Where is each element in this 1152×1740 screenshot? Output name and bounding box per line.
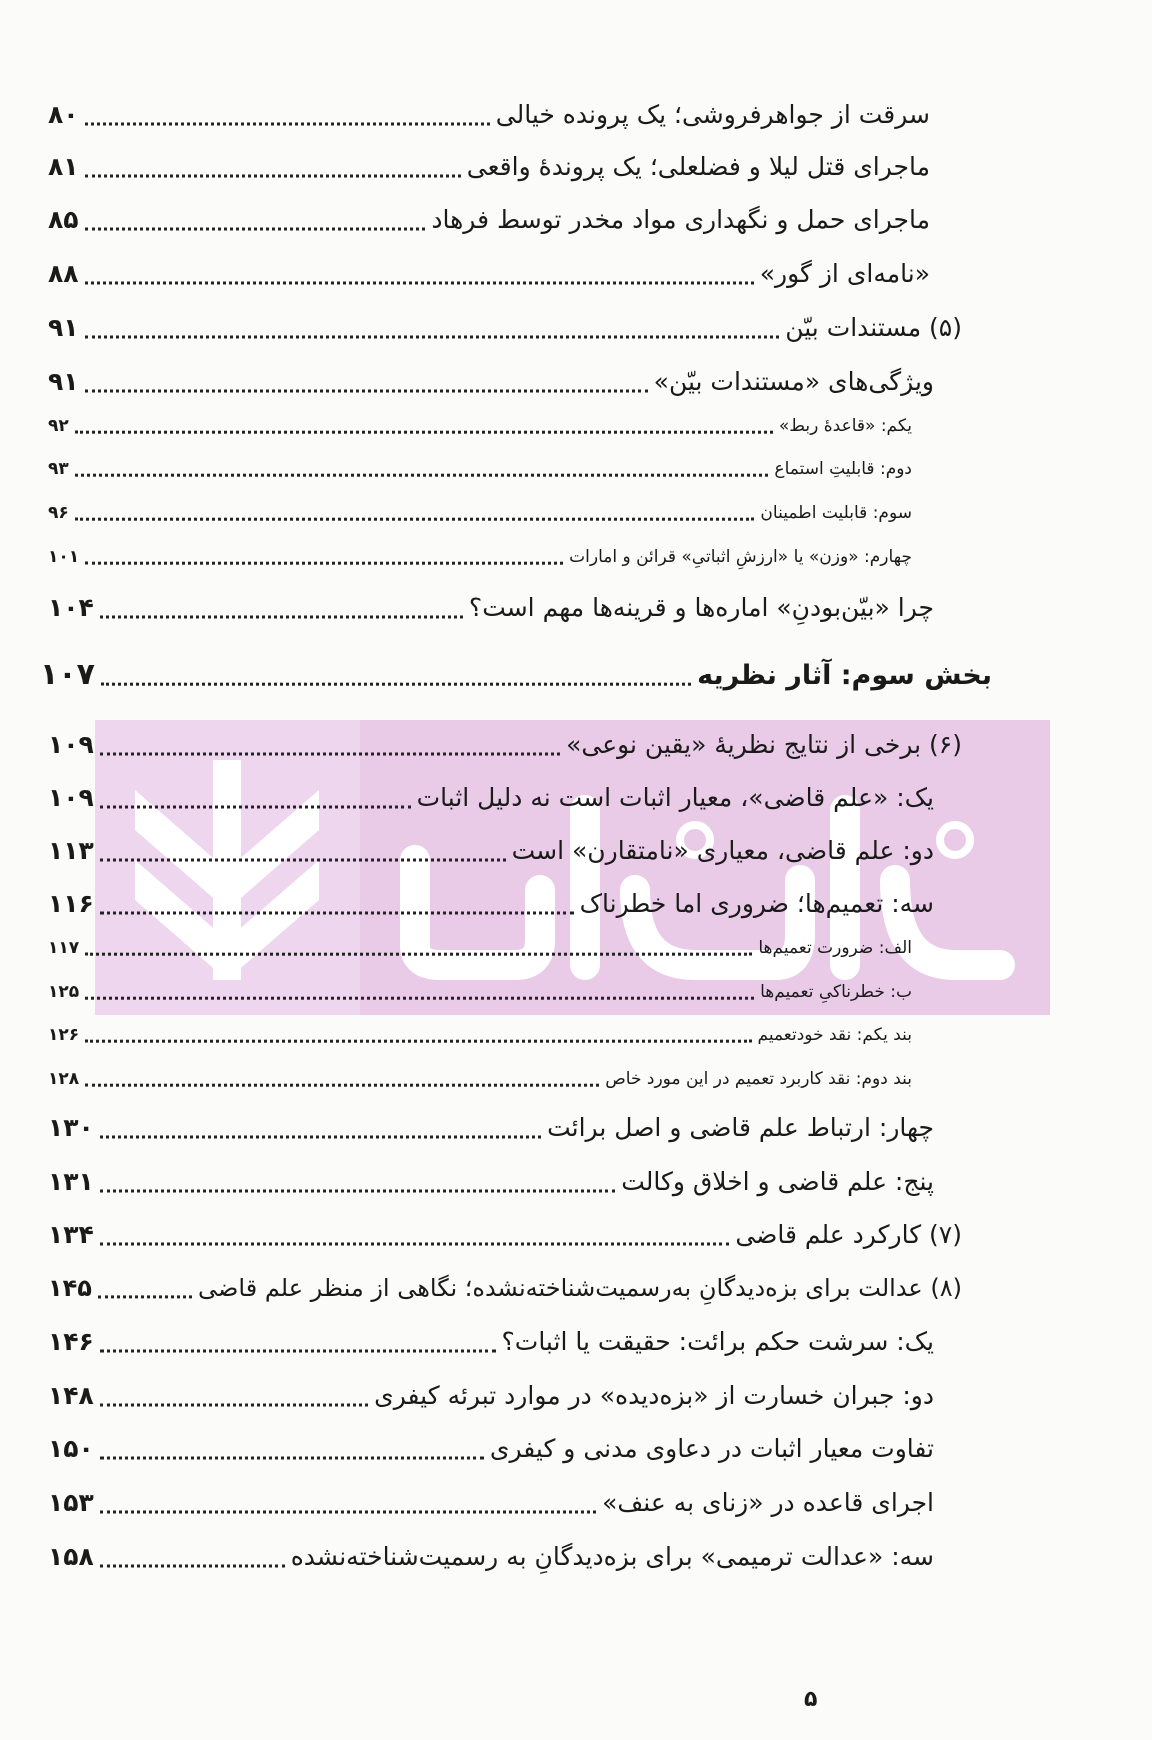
- toc-entry-page: ۱۳۱: [48, 1167, 94, 1196]
- dot-leader: [85, 161, 461, 178]
- toc-entry-title: (۸) عدالت برای بزه‌دیدگانِ به‌رسمیت‌شناخته‌نشده؛ نگاهی از منظر علم قاضی: [198, 1274, 962, 1302]
- dot-leader: [101, 668, 691, 686]
- toc-entry-title: ماجرای قتل لیلا و فضلعلی؛ یک پروندهٔ واقعی: [466, 152, 930, 181]
- toc-entry-title: (۷) کارکرد علم قاضی: [735, 1220, 962, 1249]
- toc-entry-page: ۱۱۷: [48, 938, 80, 958]
- dot-leader: [85, 988, 754, 1000]
- toc-entry-page: ۱۳۴: [48, 1220, 94, 1249]
- toc-entry-page: ۱۴۵: [48, 1274, 92, 1302]
- dot-leader: [100, 1551, 285, 1568]
- toc-entry-title: یکم: «قاعدهٔ ربط»: [778, 416, 912, 436]
- section-heading-page: ۱۰۷: [40, 657, 95, 692]
- toc-entry-page: ۸۰: [48, 100, 79, 129]
- dot-leader: [75, 422, 773, 434]
- toc-entry: [48, 836, 934, 865]
- toc-entry-title: یک: سرشت حکم برائت: حقیقت یا اثبات؟: [501, 1327, 934, 1356]
- toc-entry: [48, 1327, 934, 1356]
- toc-entry: [48, 259, 930, 288]
- toc-entry: [48, 1381, 934, 1410]
- dot-leader: [100, 898, 574, 915]
- toc-entry: [48, 152, 930, 181]
- toc-entry: [48, 1220, 962, 1249]
- toc-entry-title: دو: جبران خسارت از «بزه‌دیده» در موارد تبرئه کیفری: [374, 1381, 934, 1410]
- toc-entry: [48, 547, 912, 567]
- toc-entry-page: ۱۴۸: [48, 1381, 94, 1410]
- dot-leader: [100, 602, 463, 619]
- dot-leader: [75, 465, 769, 477]
- toc-entry: [48, 1025, 912, 1045]
- toc-entry: [48, 783, 934, 812]
- toc-entry-title: یک: «علم قاضی»، معیار اثبات است نه دلیل اثبات: [416, 783, 934, 812]
- toc-entry-page: ۱۲۵: [48, 982, 80, 1002]
- toc-entry-title: چهارم: «وزن» یا «ارزشِ اثباتیِ» قرائن و امارات: [569, 547, 912, 567]
- toc-entry-page: ۱۰۴: [48, 593, 94, 622]
- toc-entry-title: ماجرای حمل و نگهداری مواد مخدر توسط فرهاد: [431, 205, 930, 234]
- toc-entry-title: «نامه‌ای از گور»: [759, 259, 930, 288]
- toc-entry-page: ۱۲۶: [48, 1025, 80, 1045]
- toc-entry: [48, 367, 934, 396]
- dot-leader: [85, 322, 780, 339]
- toc-entry-title: اجرای قاعده در «زنای به عنف»: [602, 1488, 934, 1517]
- toc-entry-title: تفاوت معیار اثبات در دعاوی مدنی و کیفری: [489, 1434, 934, 1463]
- toc-entry-title: بند دوم: نقد کاربرد تعمیم در این مورد خاص: [605, 1069, 912, 1089]
- toc-entry-title: دوم: قابلیتِ استماع: [774, 459, 912, 479]
- toc-entry-title: ب: خطرناکیِ تعمیم‌ها: [760, 982, 912, 1002]
- dot-leader: [85, 268, 754, 285]
- dot-leader: [100, 1336, 496, 1353]
- section-heading: [40, 657, 992, 692]
- toc-entry: [48, 593, 934, 622]
- toc-entry-page: ۸۵: [48, 205, 79, 234]
- dot-leader: [100, 1497, 596, 1514]
- toc-entry-page: ۹۱: [48, 313, 79, 342]
- dot-leader: [85, 376, 648, 393]
- toc-entry-page: ۹۱: [48, 367, 79, 396]
- dot-leader: [100, 739, 560, 756]
- dot-leader: [85, 214, 426, 231]
- toc-entry-page: ۱۵۰: [48, 1434, 94, 1463]
- toc-entry-page: ۸۱: [48, 152, 79, 181]
- toc-entry-page: ۱۱۳: [48, 836, 94, 865]
- toc-entry-title: سه: «عدالت ترمیمی» برای بزه‌دیدگانِ به رسمیت‌شناخته‌نشده: [290, 1542, 934, 1571]
- dot-leader: [85, 1075, 599, 1087]
- dot-leader: [100, 1443, 484, 1460]
- toc-entry: [48, 1274, 962, 1302]
- section-heading-title: بخش سوم: آثار نظریه: [697, 660, 992, 691]
- toc-entry-title: بند یکم: نقد خودتعمیم: [757, 1025, 912, 1045]
- toc-entry-title: الف: ضرورت تعمیم‌ها: [758, 938, 912, 958]
- dot-leader: [98, 1282, 192, 1298]
- toc-entry: [48, 416, 912, 436]
- dot-leader: [100, 1390, 368, 1407]
- toc-entry-title: دو: علم قاضی، معیاری «نامتقارن» است: [511, 836, 934, 865]
- toc-entry: [48, 938, 912, 958]
- toc-entry: [48, 889, 934, 918]
- toc-entry: [48, 1113, 934, 1142]
- toc-entry-title: چرا «بیّن‌بودنِ» اماره‌ها و قرینه‌ها مهم است؟: [468, 593, 934, 622]
- toc-entry-page: ۸۸: [48, 259, 79, 288]
- toc-entry-page: ۹۳: [48, 459, 69, 479]
- dot-leader: [100, 1176, 615, 1193]
- toc-entry-page: ۱۴۶: [48, 1327, 94, 1356]
- toc-entry: [48, 1488, 934, 1517]
- toc-entry: [48, 205, 930, 234]
- dot-leader: [85, 944, 752, 956]
- toc-entry: [48, 982, 912, 1002]
- toc-entry-page: ۹۲: [48, 416, 69, 436]
- toc-entry: [48, 1167, 934, 1196]
- toc-entry-page: ۱۲۸: [48, 1069, 80, 1089]
- toc-entry: [48, 459, 912, 479]
- toc-entry-page: ۱۵۸: [48, 1542, 94, 1571]
- dot-leader: [100, 792, 411, 809]
- toc-entry-title: پنج: علم قاضی و اخلاق وکالت: [621, 1167, 934, 1196]
- dot-leader: [100, 845, 506, 862]
- toc-entry-page: ۱۵۳: [48, 1488, 94, 1517]
- dot-leader: [100, 1122, 541, 1139]
- toc-entry: [48, 1542, 934, 1571]
- toc-entry-title: سرقت از جواهرفروشی؛ یک پرونده خیالی: [495, 100, 930, 129]
- toc-entry-page: ۱۰۹: [48, 783, 94, 812]
- toc-entry: [48, 100, 930, 129]
- toc-entry: [48, 1069, 912, 1089]
- dot-leader: [75, 509, 755, 521]
- toc-entry-page: ۱۰۹: [48, 730, 94, 759]
- toc-entry: [48, 313, 962, 342]
- toc-entry-title: سه: تعمیم‌ها؛ ضروری اما خطرناک: [579, 889, 934, 918]
- toc-entry-title: (۶) برخی از نتایج نظریهٔ «یقین نوعی»: [566, 730, 962, 759]
- toc-entry-title: ویژگی‌های «مستندات بیّن»: [653, 367, 934, 396]
- dot-leader: [85, 109, 490, 126]
- dot-leader: [85, 553, 563, 565]
- toc-entry-page: ۱۳۰: [48, 1113, 94, 1142]
- toc-entry-page: ۱۱۶: [48, 889, 94, 918]
- toc-entry: [48, 1434, 934, 1463]
- toc-entry-page: ۱۰۱: [48, 547, 80, 567]
- toc-entry: [48, 730, 962, 759]
- page-number-marker: ۵: [804, 1687, 818, 1712]
- toc-entry-page: ۹۶: [48, 503, 69, 523]
- toc-entry-title: (۵) مستندات بیّن: [785, 313, 962, 342]
- toc-entry: [48, 503, 912, 523]
- toc-entry-title: سوم: قابلیت اطمینان: [760, 503, 912, 523]
- dot-leader: [85, 1031, 751, 1043]
- dot-leader: [100, 1229, 730, 1246]
- toc-entry-title: چهار: ارتباط علم قاضی و اصل برائت: [547, 1113, 934, 1142]
